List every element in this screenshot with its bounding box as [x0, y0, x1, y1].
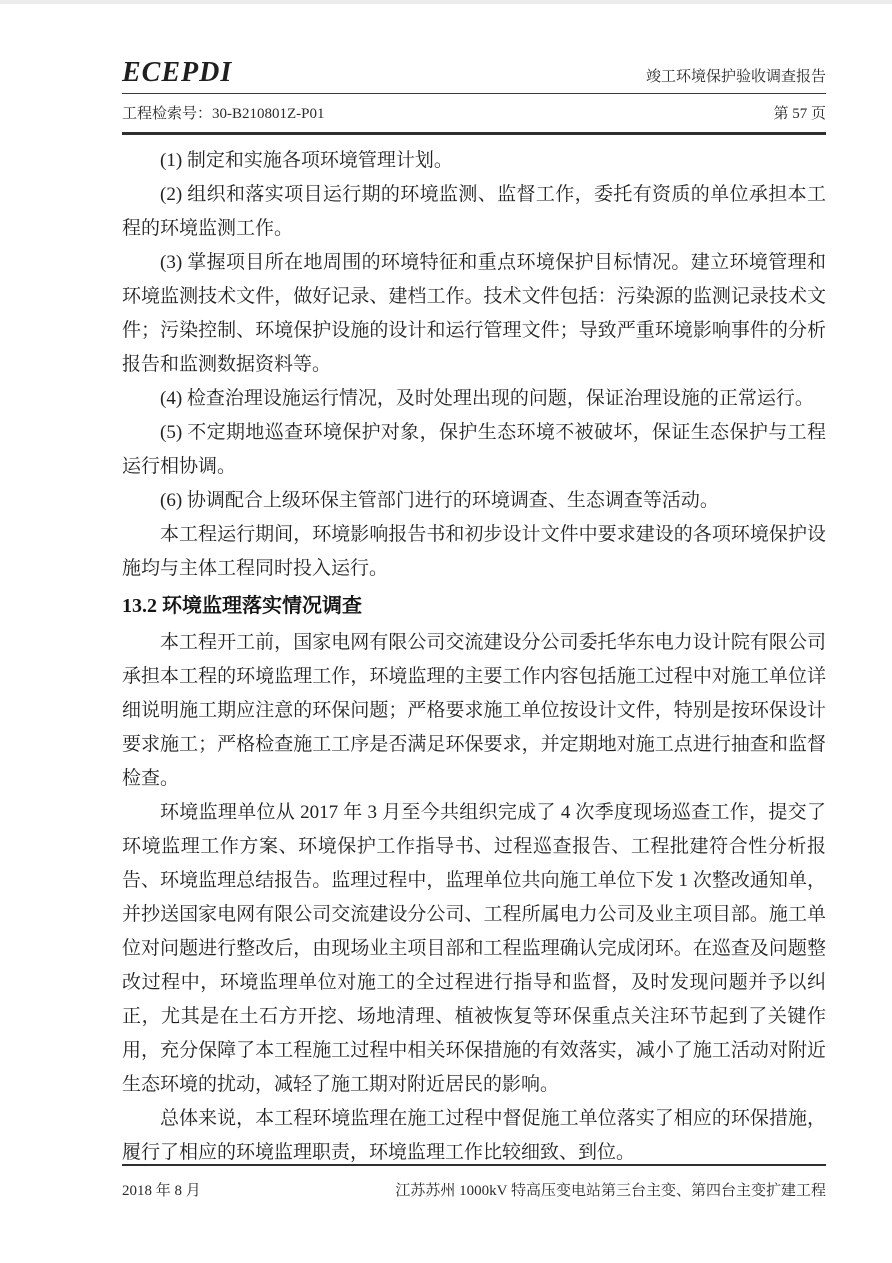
paragraph-7: 本工程运行期间，环境影响报告书和初步设计文件中要求建设的各项环境保护设施均与主体工程同时投入运行。: [122, 524, 826, 579]
header-top-row: [122, 58, 826, 94]
paragraph-3: (3) 掌握项目所在地周围的环境特征和重点环境保护目标情况。建立环境管理和环境监测技术文件，做好记录、建档工作。技术文件包括：污染源的监测记录技术文件；污染控制、环境保护设施的设计和运行管理文件；导致严重环境影响事件的分析报告和监测数据资料等。: [122, 252, 826, 375]
paragraph-10: 总体来说，本工程环境监理在施工过程中督促施工单位落实了相应的环保措施，履行了相应的环境监理职责，环境监理工作比较细致、到位。: [122, 1108, 826, 1163]
paragraph-6: (6) 协调配合上级环保主管部门进行的环境调查、生态调查等活动。: [160, 490, 719, 511]
footer-project-name: 江苏苏州 1000kV 特高压变电站第三台主变、第四台主变扩建工程: [395, 1183, 826, 1199]
company-logo: ECEPDI: [122, 57, 233, 88]
report-title: 竣工环境保护验收调查报告: [645, 69, 826, 85]
footer-date: 2018 年 8 月: [122, 1183, 201, 1199]
section-heading-13-2: 13.2 环境监理落实情况调查: [122, 595, 362, 617]
paragraph-2: (2) 组织和落实项目运行期的环境监测、监督工作，委托有资质的单位承担本工程的环境监测工作。: [122, 184, 826, 239]
document-body: [122, 135, 826, 1170]
doc-number: 工程检索号：30-B210801Z-P01: [122, 106, 325, 122]
paragraph-8: 本工程开工前，国家电网有限公司交流建设分公司委托华东电力设计院有限公司承担本工程的环境监理工作，环境监理的主要工作内容包括施工过程中对施工单位详细说明施工期应注意的环保问题；严格要求施工单位按设计文件，特别是按环保设计要求施工；严格检查施工工序是否满足环保要求，并定期地对施工点进行抽查和监督检查。: [122, 632, 826, 789]
paragraph-1: (1) 制定和实施各项环境管理计划。: [160, 150, 453, 171]
page-content: [122, 0, 826, 1170]
paragraph-9: 环境监理单位从 2017 年 3 月至今共组织完成了 4 次季度现场巡查工作，提交了环境监理工作方案、环境保护工作指导书、过程巡查报告、工程批建符合性分析报告、环境监理总结报告。监理过程中，监理单位共向施工单位下发 1 次整改通知单，并抄送国家电网有限公司交流建设分公司、工程所属电力公司及业主项目部。施工单位对问题进行整改后，由现场业主项目部和工程监理确认完成闭环。在巡查及问题整改过程中，环境监理单位对施工的全过程进行指导和监督，及时发现问题并予以纠正，尤其是在土石方开挖、场地清理、植被恢复等环保重点关注环节起到了关键作用，充分保障了本工程施工过程中相关环保措施的有效落实，减小了施工活动对附近生态环境的扰动，减轻了施工期对附近居民的影响。: [122, 802, 826, 1095]
paragraph-5: (5) 不定期地巡查环境保护对象，保护生态环境不被破坏，保证生态保护与工程运行相协调。: [122, 422, 826, 477]
page-number: 第 57 页: [773, 106, 826, 122]
header-meta-row: [122, 94, 826, 135]
page-footer: [122, 1164, 826, 1200]
paragraph-4: (4) 检查治理设施运行情况，及时处理出现的问题，保证治理设施的正常运行。: [160, 388, 814, 409]
page-header: [122, 0, 826, 135]
